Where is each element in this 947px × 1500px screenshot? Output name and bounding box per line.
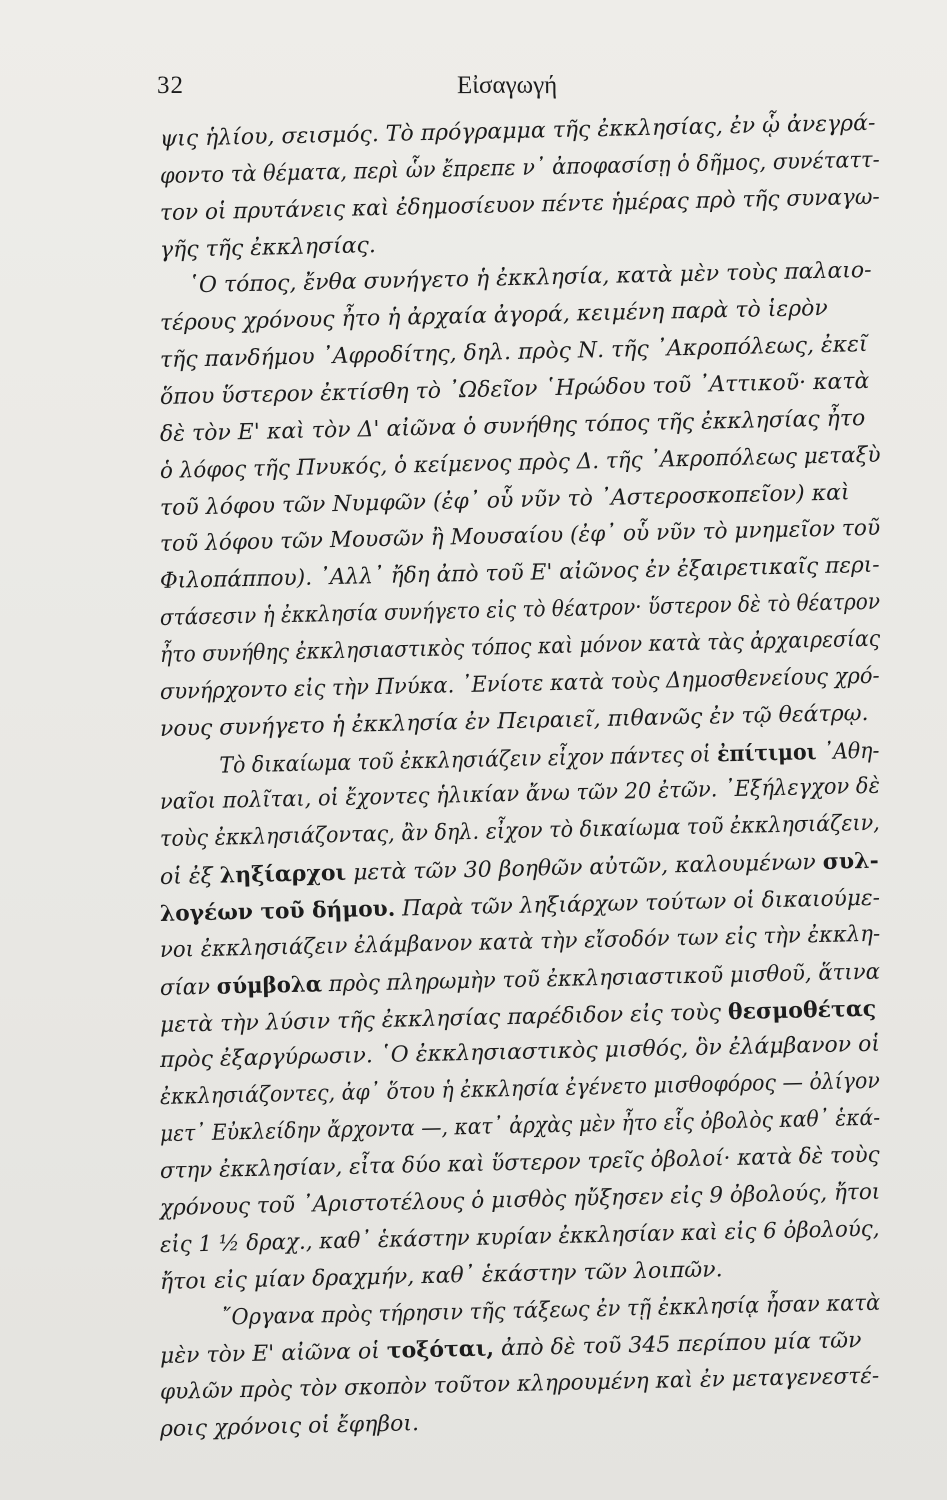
text-line: τον οἱ πρυτάνεις καὶ ἐδημοσίευον πέντε ἡμέρας πρὸ τῆς συναγω-	[159, 184, 881, 226]
page-header	[157, 72, 797, 112]
text-run: Παρὰ τῶν ληξιάρχων τούτων οἱ δικαιούμε-	[394, 885, 881, 922]
text-line: Φιλοπάππου). ᾽Αλλ᾽ ἤδη ἀπὸ τοῦ Ε' αἰῶνος ἐν ἐξαιρετικαῖς περι-	[159, 552, 880, 595]
text-run: Τὸ δικαίωμα τοῦ ἐκκλησιάζειν εἶχον πάντες οἱ	[219, 741, 718, 779]
text-line: ὅπου ὕστερον ἐκτίσθη τὸ ᾽Ωδεῖον ῾Ηρώδου τοῦ ᾽Αττικοῦ· κατὰ	[159, 368, 870, 411]
text-line: τέρους χρόνους ἦτο ἡ ἀρχαία ἀγορά, κειμένη παρὰ τὸ ἱερὸν	[159, 296, 828, 337]
text-run: μὲν τὸν Ε' αἰῶνα οἱ	[159, 1339, 388, 1370]
text-line: γῆς τῆς ἐκκλησίας.	[159, 232, 377, 263]
page-number: 32	[157, 72, 184, 99]
text-line: φοντο τὰ θέματα, περὶ ὧν ἔπρεπε ν᾽ ἀποφασίσῃ ὁ δῆμος, συνέταττ-	[159, 147, 880, 189]
text-run: μετὰ τῶν 30 βοηθῶν αὐτῶν, καλουμένων	[345, 850, 823, 886]
text-line: πρὸς ἐξαργύρωσιν. ῾Ο ἐκκλησιαστικὸς μισθός, ὃν ἐλάμβανον οἱ	[159, 1032, 881, 1074]
text-line: νοι ἐκκλησιάζειν ἐλάμβανον κατὰ τὴν εἴσοδόν των εἰς τὴν ἐκκλη-	[159, 921, 881, 963]
text-line: ὁ λόφος τῆς Πνυκός, ὁ κείμενος πρὸς Δ. τῆς ᾽Ακροπόλεως μεταξὺ	[159, 442, 881, 484]
text-line: νους συνήγετο ἡ ἐκκλησία ἐν Πειραιεῖ, πιθανῶς ἐν τῷ θεάτρῳ.	[159, 700, 869, 742]
text-line: ἦτο συνήθης ἐκκλησιαστικὸς τόπος καὶ μόνον κατὰ τὰς ἀρχαιρεσίας	[159, 626, 881, 669]
text-run: πρὸς πληρωμὴν τοῦ ἐκκλησιαστικοῦ μισθοῦ, ἅτινα	[321, 959, 881, 998]
text-line: δὲ τὸν Ε' καὶ τὸν Δ' αἰῶνα ὁ συνήθης τόπος τῆς ἐκκλησίας ἦτο	[159, 405, 866, 447]
text-line: ἤτοι εἰς μίαν δραχμήν, καθ᾽ ἑκάστην τῶν λοιπῶν.	[159, 1256, 723, 1295]
text-run: ᾽Αθη-	[816, 738, 880, 765]
paragraph	[159, 110, 881, 269]
paragraph	[159, 738, 881, 1302]
text-line: τοὺς ἐκκλησιάζοντας, ἂν δηλ. εἶχον τὸ δικαίωμα τοῦ ἐκκλησιάζειν,	[159, 810, 881, 853]
text-line: εἰς 1 ½ δραχ., καθ᾽ ἑκάστην κυρίαν ἐκκλησίαν καὶ εἰς 6 ὀβολούς,	[159, 1216, 880, 1258]
text-line: τῆς πανδήμου ᾽Αφροδίτης, δηλ. πρὸς Ν. τῆς ᾽Ακροπόλεως, ἐκεῖ	[159, 332, 868, 374]
bold-term: θεσμοθέτας	[727, 995, 877, 1025]
bold-term: σύμβολα	[216, 971, 323, 1000]
text-line: φυλῶν πρὸς τὸν σκοπὸν τοῦτον κληρουμένη καὶ ἐν μεταγενεστέ-	[159, 1363, 880, 1406]
text-run: οἱ ἐξ	[159, 863, 221, 891]
text-line: χρόνους τοῦ ᾽Αριστοτέλους ὁ μισθὸς ηὔξησεν εἰς 9 ὀβολούς, ἤτοι	[159, 1179, 881, 1221]
text-run: ἀπὸ δὲ τοῦ 345 περίπου μία τῶν	[493, 1328, 862, 1362]
bold-term: ληξίαρχοι	[219, 859, 347, 889]
body-text	[159, 110, 881, 1449]
paragraph	[159, 1290, 881, 1449]
text-run: μετὰ τὴν λύσιν τῆς ἐκκλησίας παρέδιδον εἰς τοὺς	[159, 999, 729, 1038]
text-line: στάσεσιν ἡ ἐκκλησία συνήγετο εἰς τὸ θέατρον· ὕστερον δὲ τὸ θέατρον	[159, 589, 881, 632]
bold-term: ἐπίτιμοι	[716, 738, 817, 767]
text-line: ναῖοι πολῖται, οἱ ἔχοντες ἡλικίαν ἄνω τῶν 20 ἐτῶν. ᾽Εξήλεγχον δὲ	[159, 774, 881, 816]
text-run: σίαν	[159, 974, 218, 1001]
paragraph	[159, 258, 881, 748]
text-line: ψις ἡλίου, σεισμός. Τὸ πρόγραμμα τῆς ἐκκλησίας, ἐν ᾧ ἀνεγρά-	[159, 110, 876, 152]
text-line: ἐκκλησιάζοντες, ἀφ᾽ ὅτου ἡ ἐκκλησία ἐγένετο μισθοφόρος — ὀλίγον	[159, 1069, 881, 1111]
bold-term: τοξόται,	[386, 1335, 495, 1365]
text-line: ῾Ο τόπος, ἔνθα συνήγετο ἡ ἐκκλησία, κατὰ μὲν τοὺς παλαιο-	[187, 258, 872, 299]
text-line: τοῦ λόφου τῶν Μουσῶν ἢ Μουσαίου (ἐφ᾽ οὗ νῦν τὸ μνημεῖον τοῦ	[159, 516, 881, 558]
running-title: Εἰσαγωγή	[457, 72, 558, 99]
text-line: τοῦ λόφου τῶν Νυμφῶν (ἐφ᾽ οὗ νῦν τὸ ᾽Αστεροσκοπεῖον) καὶ	[159, 479, 850, 521]
text-line: ροις χρόνοις οἱ ἔφηβοι.	[159, 1411, 420, 1443]
text-line: συνήρχοντο εἰς τὴν Πνύκα. ᾽Ενίοτε κατὰ τοὺς Δημοσθενείους χρό-	[159, 663, 880, 705]
text-line: μετ᾽ Εὐκλείδην ἄρχοντα —, κατ᾽ ἀρχὰς μὲν ἦτο εἷς ὀβολὸς καθ᾽ ἑκά-	[159, 1105, 881, 1148]
text-line: στην ἐκκλησίαν, εἶτα δύο καὶ ὕστερον τρεῖς ὀβολοί· κατὰ δὲ τοὺς	[159, 1142, 880, 1185]
bold-term: λογέων τοῦ δήμου.	[159, 895, 396, 928]
text-line: ῎Οργανα πρὸς τήρησιν τῆς τάξεως ἐν τῇ ἐκκλησίᾳ ἦσαν κατὰ	[220, 1290, 881, 1331]
bold-term: συλ-	[822, 847, 879, 876]
